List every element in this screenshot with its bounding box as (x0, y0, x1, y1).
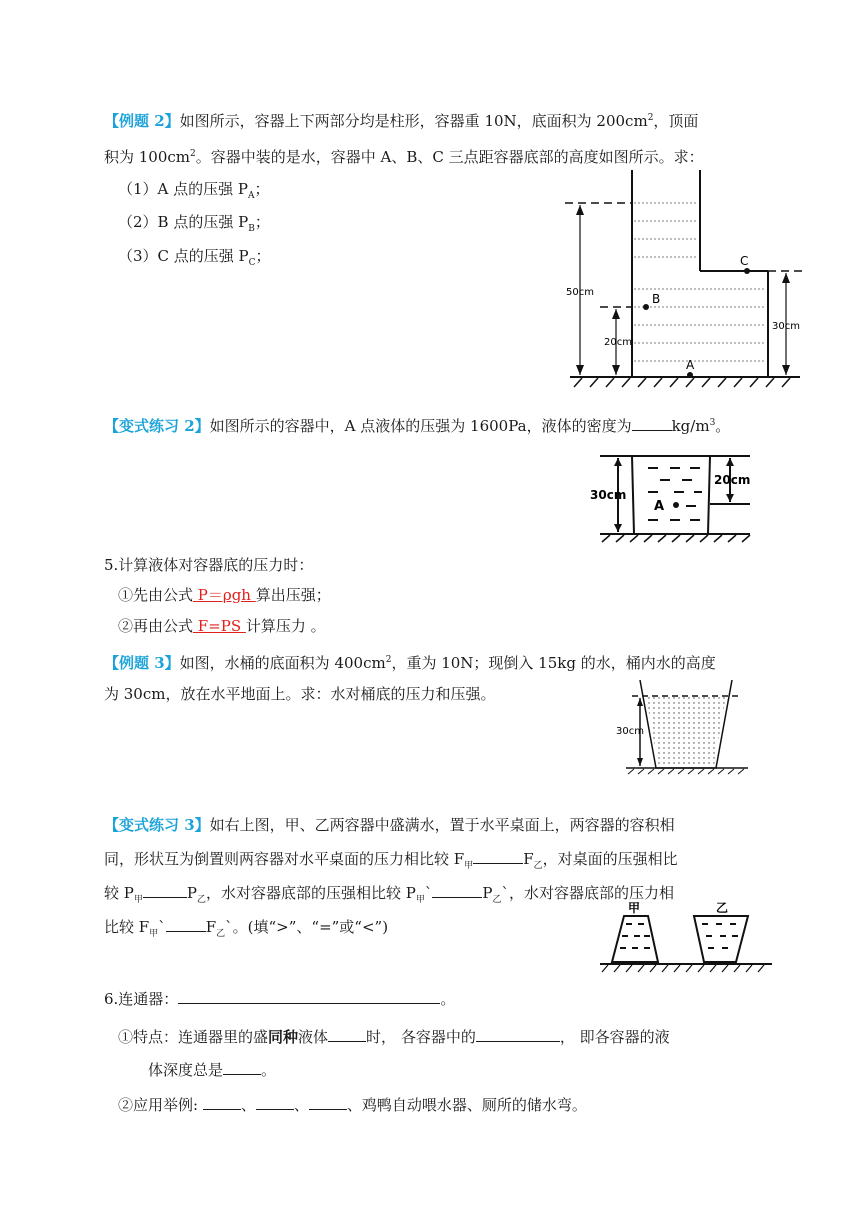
var2-tag: 【变式练习 2】 (104, 417, 210, 435)
ex3-label-30cm: 30cm (616, 726, 644, 737)
ex2-label-b: B (652, 292, 661, 306)
ex2-tag: 【例题 2】 (104, 112, 180, 130)
force-formula: F=PS (193, 617, 246, 635)
ex2-label-20cm: 20cm (604, 337, 632, 348)
ex2-label-c: C (740, 254, 749, 268)
ex2-question-2: （2）B 点的压强 $P_B$； (118, 213, 270, 234)
var3-line4: 比较 $F_甲`$ $F_乙`$。(填“>”、“=”或“<”) (104, 918, 389, 939)
var3-containers-figure (598, 900, 774, 976)
example-blank-3[interactable] (309, 1095, 347, 1110)
ex2-line1: 【例题 2】如图所示，容器上下两部分均是柱形，容器重 10N，底面积为 $200cm^2$，顶面 (104, 112, 699, 130)
ex2-label-30cm: 30cm (772, 321, 800, 332)
var2-density-blank[interactable] (632, 416, 672, 431)
sec6-examples: ②应用举例: 、 、 、鸡鸭自动喂水器、厕所的储水弯。 (118, 1096, 587, 1114)
label-jia: 甲 (628, 901, 641, 915)
ex3-line1: 【例题 3】如图，水桶的底面积为 $400cm^2$，重为 10N；现倒入 15kg 的水，桶内水的高度 (104, 654, 716, 672)
water-pressure-compare-blank[interactable] (432, 883, 482, 898)
ex2-container-figure (560, 165, 810, 395)
depth-blank[interactable] (223, 1060, 261, 1075)
var2-container-figure (590, 450, 760, 548)
ex2-question-3: （3）C 点的压强 $P_C$； (118, 247, 271, 268)
pressure-formula: P＝ρgh (193, 586, 256, 604)
example-blank-1[interactable] (203, 1095, 241, 1110)
var3-tag: 【变式练习 3】 (104, 816, 210, 834)
ex3-tag: 【例题 3】 (104, 654, 180, 672)
sec6-feature-line2: 体深度总是 。 (148, 1061, 277, 1079)
sec6-feature-line1: ①特点：连通器里的盛同种液体 时， 各容器中的 ， 即各容器的液 (118, 1028, 670, 1046)
feature-condition-blank[interactable] (328, 1027, 366, 1042)
force-compare-blank[interactable] (473, 849, 523, 864)
water-force-compare-blank[interactable] (166, 917, 206, 932)
feature-result-blank[interactable] (476, 1027, 560, 1042)
var2-label-a: A (654, 499, 665, 514)
var2-label-30cm: 30cm (590, 488, 627, 502)
sec5-title: 5.计算液体对容器底的压力时： (104, 556, 314, 574)
connected-vessel-definition-blank[interactable] (178, 989, 440, 1004)
ex2-label-50cm: 50cm (566, 287, 594, 298)
var3-line1: 【变式练习 3】如右上图，甲、乙两容器中盛满水，置于水平桌面上，两容器的容积相 (104, 816, 675, 834)
pressure-compare-blank[interactable] (143, 883, 187, 898)
var2-label-20cm: 20cm (714, 473, 751, 487)
var3-line2: 同，形状互为倒置则两容器对水平桌面的压力相比较 $F_甲$ $F_乙$，对桌面的压强相比 (104, 850, 678, 871)
ex2-label-a: A (686, 358, 695, 372)
sec5-step1: ①先由公式 P＝ρgh 算出压强； (118, 586, 331, 604)
sec5-step2: ②再由公式 F=PS 计算压力 。 (118, 617, 326, 635)
var2-line: 【变式练习 2】如图所示的容器中，A 点液体的压强为 1600Pa，液体的密度为 $kg/m^3$。 (104, 417, 731, 435)
var3-line3: 较 $P_甲$ $P_乙$，水对容器底部的压强相比较 $P_甲`$ $P_乙`$，水对容器底部的压力相 (104, 884, 675, 905)
ex3-bucket-figure (612, 676, 752, 776)
example-blank-2[interactable] (256, 1095, 294, 1110)
ex2-line2: 积为 $100cm^2$。容器中装的是水，容器中 A、B、C 三点距容器底部的高度如图所示。求： (104, 148, 704, 166)
ex3-line2: 为 30cm，放在水平地面上。求：水对桶底的压力和压强。 (104, 685, 496, 703)
sec6-title: 6.连通器： 。 (104, 990, 456, 1008)
ex2-question-1: （1）A 点的压强 $P_A$； (118, 180, 270, 201)
label-yi: 乙 (716, 901, 729, 915)
